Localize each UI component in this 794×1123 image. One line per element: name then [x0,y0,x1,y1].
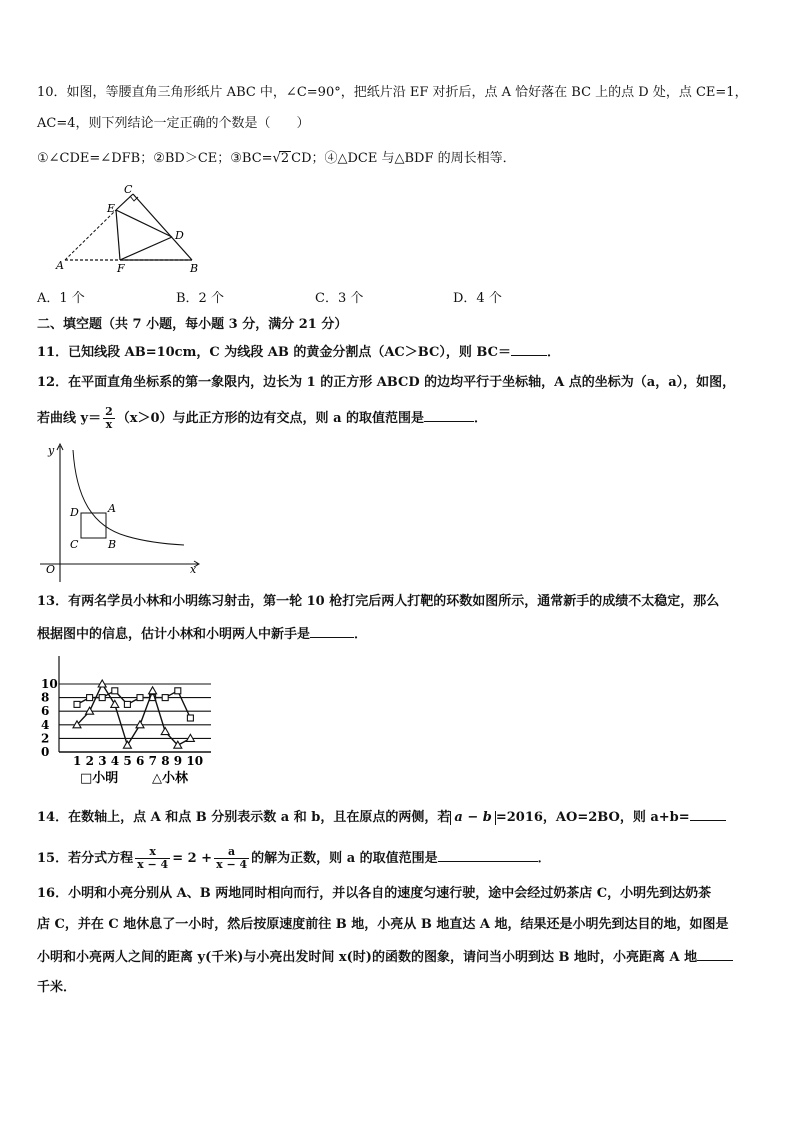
q12-pre: 若曲线 y＝ [37,411,102,426]
q12-tail: ． [474,411,488,426]
q12-frac-den: x [105,418,113,431]
point-xiaoming [112,688,118,694]
legend-entry-xiaolin: △小林 [152,771,188,786]
point-xiaolin [111,700,119,707]
q13-answer-blank [310,623,354,638]
chart-x-tick-label: 3 [98,754,107,768]
q16-answer-blank [697,946,733,961]
label-c: C [70,538,79,551]
chart-x-tick-label: 6 [136,754,145,768]
hyperbola-curve [73,450,184,545]
q16-line3-text: 小明和小亮两人之间的距离 y(千米)与小亮出发时间 x(时)的函数的图象，请问当小明到达 B 地时，小亮距离 A 地 [37,950,698,965]
label-a: A [108,502,116,515]
chart-y-tick-label: 6 [41,704,50,719]
section-2-heading: 二、填空题（共 7 小题，每小题 3 分，满分 21 分） [37,317,348,332]
chart-x-tick-label: 4 [110,754,120,768]
q13-line1: 13．有两名学员小林和小明练习射击，第一轮 10 枪打完后两人打靶的环数如图所示，通常新手的成绩不太稳定，那么 [37,594,720,609]
q13-line2 [37,623,367,645]
q10-option-b: B．2 个 [176,291,224,306]
label-d: D [175,229,184,242]
q15-mid: = 2 + [172,851,213,866]
segment-fd [120,237,172,260]
q14-line [37,806,726,828]
chart-x-tick-label: 1 [73,754,82,768]
q10-option-d: D．4 个 [453,291,502,306]
q16-line2: 店 C，并在 C 地休息了一小时，然后按原速度前往 B 地，小亮从 B 地直达 A 地，结果还是小明先到达目的地，如图是 [37,917,729,932]
q11-tail: ． [546,345,560,360]
chart-x-tick-label: 2 [85,754,94,768]
q12-post: （x＞0）与此正方形的边有交点，则 a 的取值范围是 [116,411,425,426]
q14-post: =2016，AO=2BO，则 a+b= [495,810,690,825]
point-xiaolin [149,687,157,694]
chart-y-tick-label: 2 [41,731,50,746]
q10-statements [37,149,516,169]
point-xiaoming [137,695,143,701]
q12-line1: 12．在平面直角坐标系的第一象限内，边长为 1 的正方形 ABCD 的边均平行于坐标轴，A 点的坐标为（a，a），如图， [37,375,736,390]
point-xiaoming [87,695,93,701]
chart-y-tick-label: 4 [41,717,50,732]
q15-fraction-2 [214,846,249,871]
q15-line [37,846,551,871]
square-abcd [81,513,106,538]
q13-shooting-chart [36,654,236,790]
label-b: B [190,262,199,275]
label-c: C [124,183,133,196]
point-xiaoming [124,701,130,707]
label-o: O [46,563,56,576]
point-xiaolin [123,741,131,748]
chart-y-tick-label: 8 [41,690,50,705]
chart-x-tick-label: 8 [161,754,170,768]
q12-coordinate-figure [36,436,206,584]
chart-x-tick-label: 5 [123,754,132,768]
q12-frac-num: 2 [105,405,113,418]
sqrt-radicand: 2 [280,151,290,166]
q15-frac1-den: x − 4 [137,858,169,871]
q15-frac2-num: a [214,846,249,859]
chart-y-tick-label: 0 [41,745,50,759]
q13-text: 根据图中的信息，估计小林和小明两人中新手是 [37,627,311,642]
q11-answer-blank [511,341,547,356]
point-xiaoming [74,701,80,707]
q10-triangle-figure [50,182,210,277]
label-e: E [107,202,116,215]
chart-x-tick-label: 7 [148,754,157,768]
q16-line3 [37,946,733,968]
label-b: B [108,538,117,551]
chart-x-tick-label: 10 [186,754,204,768]
point-xiaoming [99,695,105,701]
legend-entry-xiaoming: □小明 [80,771,119,786]
label-x: x [190,563,197,576]
segment-ef [116,210,120,260]
point-xiaolin [161,728,169,735]
q12-answer-blank [424,407,474,422]
segment-ae-dashed [65,210,116,260]
q10-statement-part1: ①∠CDE=∠DFB；②BD＞CE；③BC= [37,151,273,166]
q11-line [37,341,560,363]
point-xiaoming [187,715,193,721]
q11-text: 11．已知线段 AB=10cm，C 为线段 AB 的黄金分割点（AC＞BC），则 BC＝ [37,345,511,360]
label-d: D [70,506,79,519]
q10-line2: AC=4，则下列结论一定正确的个数是（ ） [37,116,310,131]
point-xiaoming [175,688,181,694]
q14-pre: 14．在数轴上，点 A 和点 B 分别表示数 a 和 b，且在原点的两侧，若 [37,810,451,825]
label-a: A [56,259,64,272]
point-xiaoming [162,695,168,701]
q14-answer-blank [690,806,726,821]
q16-line1: 16．小明和小亮分别从 A、B 两地同时相向而行，并以各自的速度匀速行驶，途中会经过奶茶店 C，小明先到达奶茶 [37,886,712,901]
q10-option-a: A．1 个 [37,291,85,306]
q15-pre: 15．若分式方程 [37,851,134,866]
q15-frac2-den: x − 4 [216,858,248,871]
q15-answer-blank [438,847,538,862]
chart-y-tick-label: 10 [41,677,58,691]
q12-fraction [103,406,115,431]
q15-frac1-num: x [135,846,170,859]
sqrt-symbol: √ [272,151,281,166]
q15-post: 的解为正数，则 a 的取值范围是 [251,851,438,866]
label-f: F [117,262,125,275]
q14-abs-value: a − b [450,811,495,825]
q15-tail: ． [537,851,551,866]
chart-x-tick-label: 9 [173,754,183,768]
q12-line2 [37,406,487,431]
q15-fraction-1 [135,846,170,871]
segment-ed [116,210,172,237]
q10-line1: 10．如图，等腰直角三角形纸片 ABC 中，∠C=90°，把纸片沿 EF 对折后，点 A 恰好落在 BC 上的点 D 处，点 CE=1， [37,85,748,100]
label-y: y [48,444,55,457]
q16-line4: 千米． [37,980,77,995]
right-angle-mark [130,196,138,201]
q10-option-c: C．3 个 [315,291,364,306]
q13-tail: ． [354,627,368,642]
q10-statement-part2: CD；④△DCE 与△BDF 的周长相等． [291,151,516,166]
